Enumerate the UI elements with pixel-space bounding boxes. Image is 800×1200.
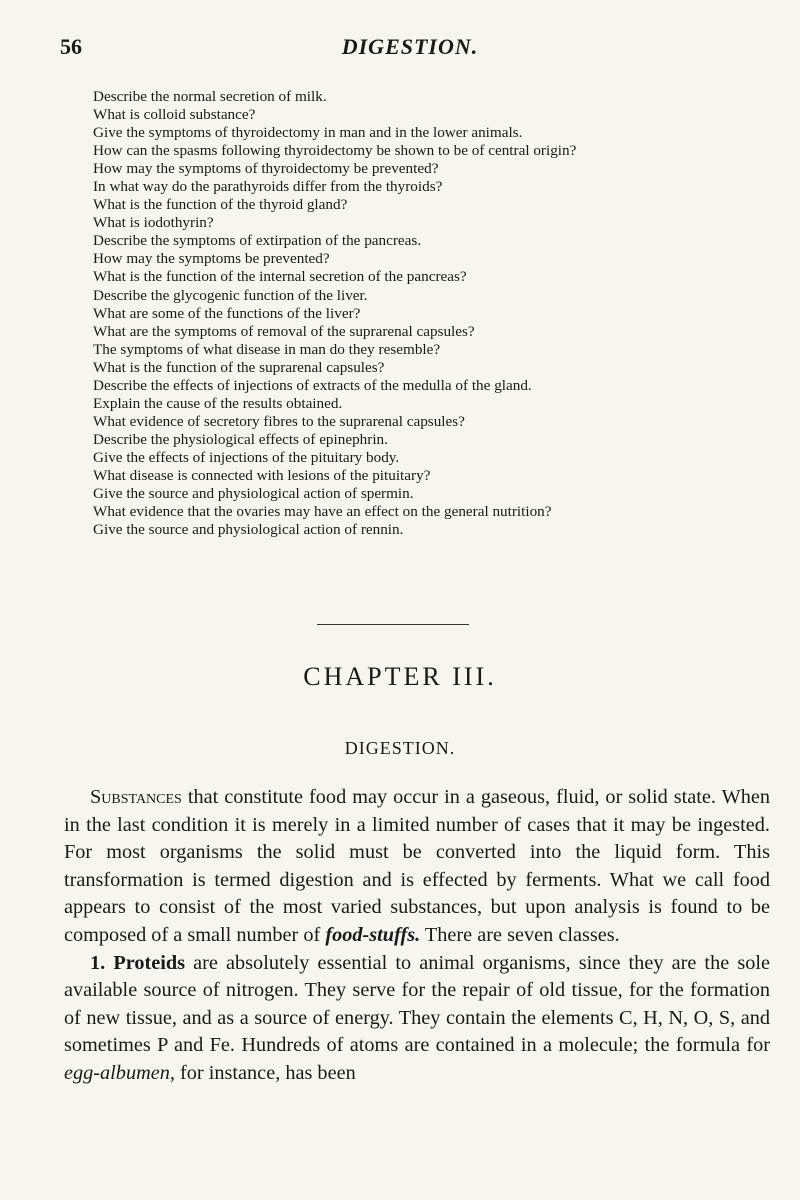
question-item: Describe the physiological effects of epinephrin.	[93, 430, 388, 448]
question-item: Describe the glycogenic function of the liver.	[93, 286, 368, 304]
question-item: What are the symptoms of removal of the suprarenal capsules?	[93, 322, 475, 340]
paragraph-proteids	[64, 950, 770, 1088]
lead-word: Substances	[90, 786, 182, 808]
question-item: What evidence that the ovaries may have an effect on the general nutrition?	[93, 503, 552, 521]
question-item: Describe the effects of injections of extracts of the medulla of the gland.	[93, 376, 532, 394]
running-head: DIGESTION.	[341, 34, 479, 59]
question-item: Give the effects of injections of the pituitary body.	[93, 448, 400, 466]
question-item: What is the function of the thyroid gland?	[93, 196, 348, 214]
page-number: 56	[60, 34, 82, 59]
page-header	[60, 34, 760, 64]
chapter-title: CHAPTER III.	[303, 662, 497, 691]
chapter-body	[64, 784, 770, 1088]
question-item: Explain the cause of the results obtained.	[93, 394, 343, 412]
paragraph-text: are absolutely essential to animal organisms, since they are the sole available source of nitrogen. They serve for the repair of old tissue, for the formation of new tissue, and as a source of energy. They contain the elements C, H, N, O, S, and sometimes P and Fe. Hundreds of atoms are contained in a molecule; the formula for	[64, 951, 770, 1057]
section-divider	[317, 624, 469, 625]
question-item: What disease is connected with lesions of the pituitary?	[93, 466, 431, 484]
question-item: Give the symptoms of thyroidectomy in man and in the lower animals.	[93, 124, 523, 142]
question-item: Give the source and physiological action of spermin.	[93, 485, 414, 503]
emphasis-term: egg-albumen,	[64, 1061, 175, 1084]
paragraph-text: for instance, has been	[174, 1061, 356, 1084]
lead-heading: 1. Proteids	[90, 951, 186, 974]
review-questions	[70, 88, 770, 539]
question-item: What is iodothyrin?	[93, 214, 214, 232]
question-item: How may the symptoms of thyroidectomy be prevented?	[93, 160, 439, 178]
question-item: Give the source and physiological action of rennin.	[93, 521, 404, 539]
paragraph-intro	[64, 784, 770, 950]
question-item: The symptoms of what disease in man do they resemble?	[93, 340, 441, 358]
paragraph-text: that constitute food may occur in a gaseous, fluid, or solid state. When in the last condition it is merely in a limited number of cases that it may be ingested. For most organisms the solid must be converted into the liquid form. This transformation is termed digestion and is effected by ferments. What we call food appears to consist of the most varied substances, but upon analysis is found to be composed of a small number of	[64, 786, 770, 946]
question-item: What evidence of secretory fibres to the suprarenal capsules?	[93, 412, 465, 430]
question-item: In what way do the parathyroids differ from the thyroids?	[93, 178, 443, 196]
question-item: Describe the symptoms of extirpation of the pancreas.	[93, 232, 422, 250]
emphasis-term: food-stuffs.	[325, 923, 421, 946]
question-item: How can the spasms following thyroidectomy be shown to be of central origin?	[93, 142, 577, 160]
question-item: What is colloid substance?	[93, 106, 256, 124]
question-item: Describe the normal secretion of milk.	[93, 88, 327, 105]
question-item: How may the symptoms be prevented?	[93, 250, 330, 268]
chapter-subtitle: DIGESTION.	[344, 738, 456, 758]
question-item: What are some of the functions of the liver?	[93, 304, 361, 322]
paragraph-text: There are seven classes.	[420, 923, 620, 946]
question-item: What is the function of the suprarenal capsules?	[93, 358, 385, 376]
question-item: What is the function of the internal secretion of the pancreas?	[93, 268, 467, 286]
